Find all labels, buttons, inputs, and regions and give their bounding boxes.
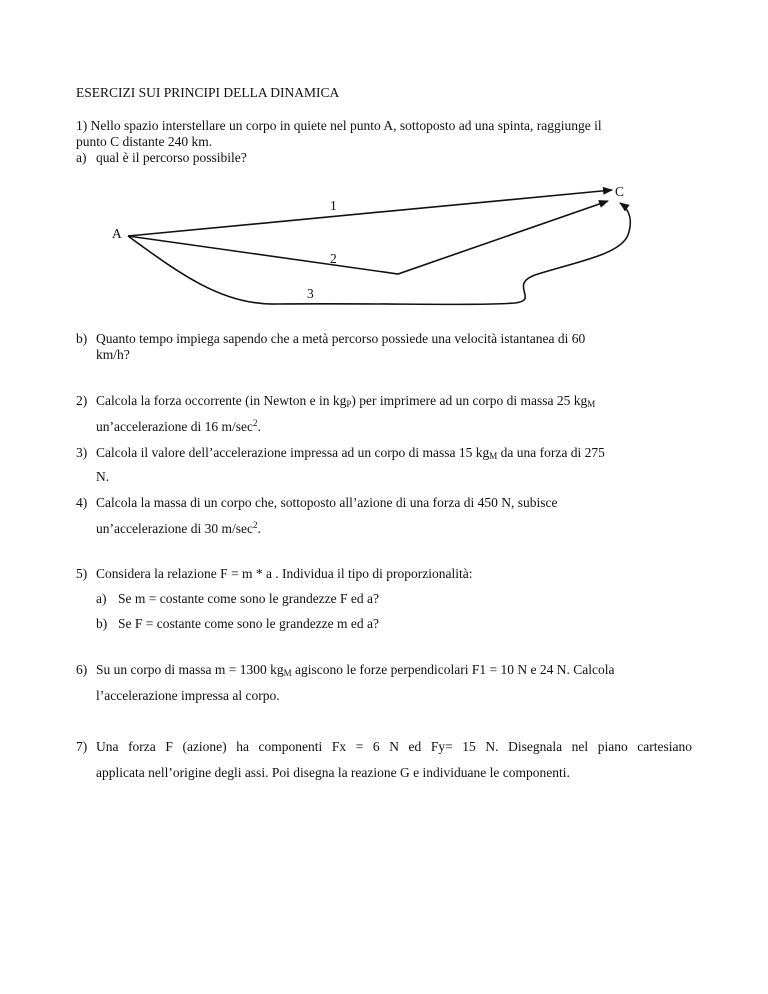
- q7-line1: Una forza F (azione) ha componenti Fx = 6 N ed Fy= 15 N. Disegnala nel piano cartesiano: [96, 739, 692, 754]
- q6-text-b: agiscono le forze perpendicolari F1 = 10 N e 24 N. Calcola: [291, 662, 615, 677]
- q4-line2-b: .: [257, 521, 261, 536]
- q3-number: 3): [76, 445, 88, 460]
- q1b-line2: km/h?: [96, 347, 130, 362]
- q3-text-b: da una forza di 275: [497, 445, 605, 460]
- q5a-marker: a): [96, 591, 107, 606]
- q2-text-a: Calcola la forza occorrente (in Newton e in kg: [96, 393, 347, 408]
- q4-line2-a: un’accelerazione di 30 m/sec: [96, 521, 254, 536]
- point-a-label: A: [112, 226, 122, 241]
- path-2-label: 2: [330, 251, 337, 266]
- q1b-line1: Quanto tempo impiega sapendo che a metà percorso possiede una velocità istantanea di 60: [96, 331, 586, 346]
- q7-number: 7): [76, 739, 88, 754]
- q2-line1: [96, 393, 595, 409]
- path-3-label: 3: [307, 286, 314, 301]
- q4-number: 4): [76, 495, 88, 510]
- path-2-arrow: [128, 201, 608, 274]
- q5-line1: Considera la relazione F = m * a . Individua il tipo di proporzionalità:: [96, 566, 473, 581]
- q1-line2: punto C distante 240 km.: [76, 134, 213, 149]
- q6-sub-m: M: [283, 668, 292, 678]
- q7-line2: applicata nell’origine degli assi. Poi disegna la reazione G e individuane le componenti.: [96, 765, 570, 780]
- q2-number: 2): [76, 393, 88, 408]
- q4-sup: 2: [253, 520, 258, 530]
- q2-line2: [96, 419, 261, 435]
- q3-text-a: Calcola il valore dell’accelerazione impressa ad un corpo di massa 15 kg: [96, 445, 490, 460]
- q4-line2: [96, 521, 261, 537]
- q3-line2: N.: [96, 469, 110, 484]
- q6-text-a: Su un corpo di massa m = 1300 kg: [96, 662, 284, 677]
- q2-line2-a: un’accelerazione di 16 m/sec: [96, 419, 254, 434]
- q2-sub-m: M: [587, 399, 596, 409]
- q3-sub-m: M: [489, 451, 498, 461]
- q6-line2: l’accelerazione impressa al corpo.: [96, 688, 280, 703]
- q5-number: 5): [76, 566, 88, 581]
- q4-line1: Calcola la massa di un corpo che, sottoposto all’azione di una forza di 450 N, subisce: [96, 495, 558, 510]
- page-title: ESERCIZI SUI PRINCIPI DELLA DINAMICA: [76, 85, 340, 100]
- point-c-label: C: [615, 184, 625, 199]
- q1a-marker: a): [76, 150, 87, 165]
- q6-line1: [96, 662, 615, 678]
- q5b-text: Se F = costante come sono le grandezze m ed a?: [118, 616, 380, 631]
- q3-line1: [96, 445, 605, 461]
- q2-text-b: ) per imprimere ad un corpo di massa 25 kg: [351, 393, 588, 408]
- path-1-label: 1: [330, 198, 337, 213]
- q5a-text: Se m = costante come sono le grandezze F ed a?: [118, 591, 380, 606]
- q1b-marker: b): [76, 331, 88, 346]
- q2-sup: 2: [253, 418, 258, 428]
- path-3-arrow: [128, 203, 630, 304]
- q5b-marker: b): [96, 616, 108, 631]
- q2-line2-b: .: [257, 419, 261, 434]
- path-1-arrow: [128, 190, 612, 236]
- q2-sub-p: P: [346, 399, 352, 409]
- q1-line1: 1) Nello spazio interstellare un corpo in quiete nel punto A, sottoposto ad una spinta, raggiunge il: [76, 118, 602, 133]
- q6-number: 6): [76, 662, 88, 677]
- q1a-text: qual è il percorso possibile?: [96, 150, 247, 165]
